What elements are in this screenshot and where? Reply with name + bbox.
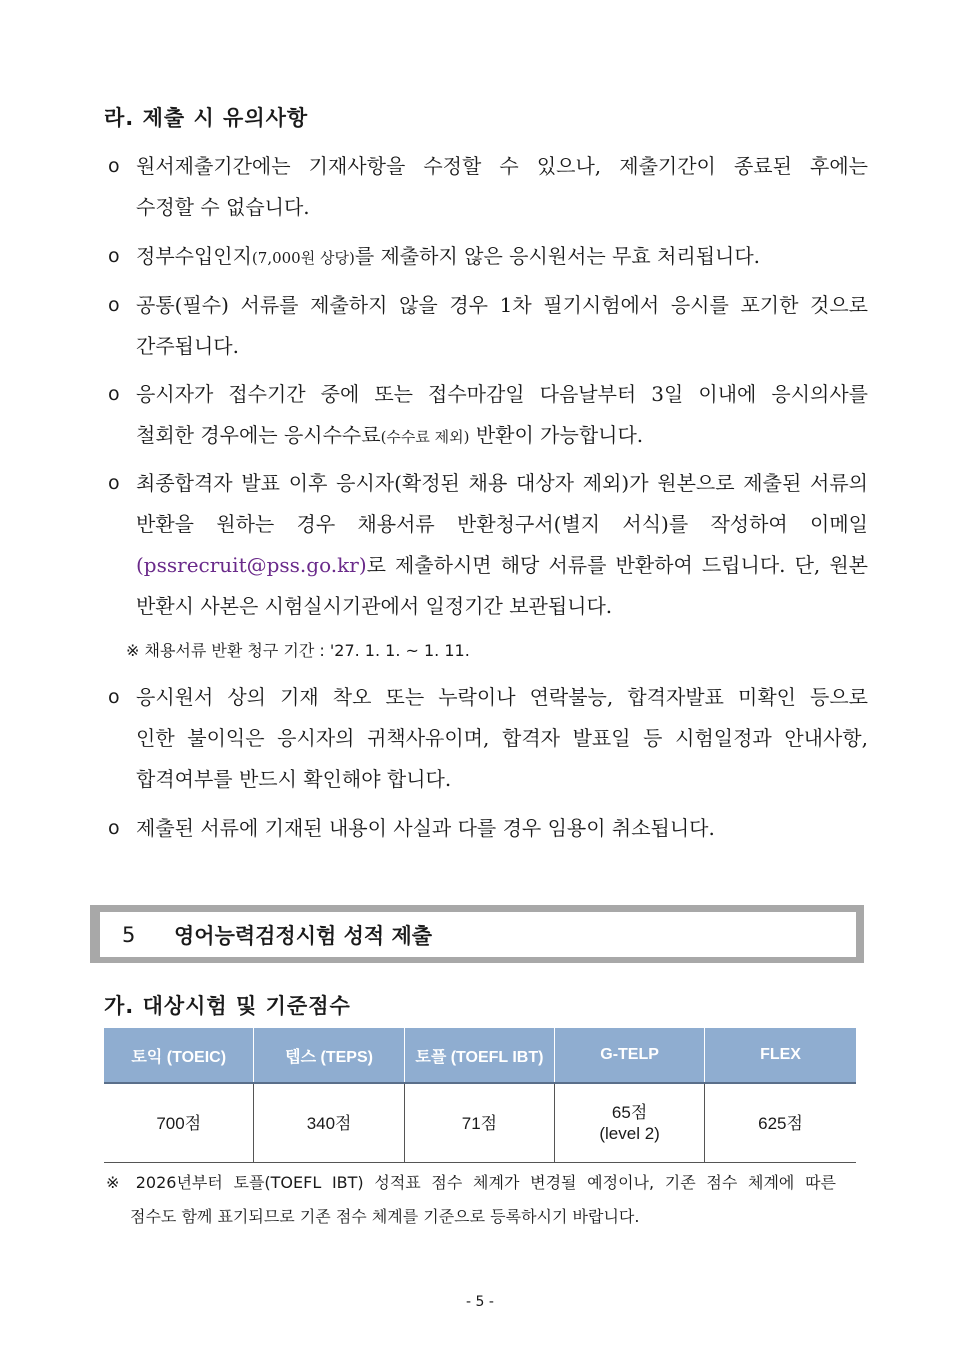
- list-item: [108, 236, 868, 279]
- table-cell: 71점: [404, 1083, 554, 1163]
- item-text: 합격여부를 반드시 확인해야 합니다.: [136, 767, 452, 791]
- table-header-cell: 토플 (TOEFL IBT): [404, 1028, 554, 1083]
- gtelp-score: 65점: [611, 1103, 648, 1122]
- list-item: [108, 374, 868, 458]
- item-text-part: 를 제출하지 않은 응시원서는 무효 처리됩니다.: [354, 244, 761, 268]
- item-text: 간주됩니다.: [136, 334, 239, 358]
- list-item: [108, 146, 868, 228]
- table-cell: 625점: [705, 1083, 856, 1163]
- table-header-cell: G-TELP: [555, 1028, 705, 1083]
- table-cell: 700점: [104, 1083, 254, 1163]
- heading-submission-notes: 라. 제출 시 유의사항: [104, 106, 309, 130]
- table-cell: [555, 1083, 705, 1163]
- section-header-bar: [90, 905, 864, 963]
- item-text: 제출된 서류에 기재된 내용이 사실과 다를 경우 임용이 취소됩니다.: [136, 816, 715, 840]
- table-header-row: [104, 1028, 856, 1083]
- item-text: [108, 415, 868, 458]
- table-cell: 340점: [254, 1083, 404, 1163]
- email-link[interactable]: (pssrecruit@pss.go.kr): [136, 553, 367, 577]
- table-header-cell: FLEX: [705, 1028, 856, 1083]
- item-text: 응시원서 상의 기재 착오 또는 누락이나 연락불능, 합격자발표 미확인 등으로: [136, 685, 868, 709]
- table-header-cell: 텝스 (TEPS): [254, 1028, 404, 1083]
- list-item: [108, 808, 868, 849]
- table-row: [104, 1083, 856, 1163]
- list-item: [108, 677, 868, 800]
- page-number: - 5 -: [466, 1294, 494, 1310]
- section-header: [100, 912, 856, 957]
- list-item: [108, 285, 868, 367]
- list-item: [108, 463, 868, 627]
- item-text-part: 정부수입인지: [136, 244, 252, 268]
- bullet: o: [108, 155, 120, 177]
- score-table: [104, 1028, 856, 1163]
- return-period-note: ※ 채용서류 반환 청구 기간 : '27. 1. 1. ~ 1. 11.: [126, 641, 470, 660]
- item-text: 반환을 원하는 경우 채용서류 반환청구서(별지 서식)를 작성하여 이메일: [136, 512, 868, 536]
- item-text: 수정할 수 없습니다.: [136, 195, 310, 219]
- item-text: 공통(필수) 서류를 제출하지 않을 경우 1차 필기시험에서 응시를 포기한 것으로: [136, 293, 868, 317]
- bullet: o: [108, 472, 120, 494]
- bullet: o: [108, 294, 120, 316]
- section-number: 5: [122, 922, 136, 947]
- item-text-small: (수수료 제외): [380, 428, 470, 446]
- item-text: 응시자가 접수기간 중에 또는 접수마감일 다음날부터 3일 이내에 응시의사를: [136, 382, 868, 406]
- section-title: 영어능력검정시험 성적 제출: [174, 923, 433, 948]
- heading-target-tests: 가. 대상시험 및 기준점수: [104, 994, 351, 1018]
- bullet: o: [108, 245, 120, 267]
- item-text-part: 반환이 가능합니다.: [469, 423, 644, 447]
- item-text: 반환시 사본은 시험실시기관에서 일정기간 보관됩니다.: [136, 594, 613, 618]
- bullet: o: [108, 686, 120, 708]
- item-text-part: 로 제출하시면 해당 서류를 반환하여 드립니다. 단, 원본: [366, 553, 868, 577]
- item-text: [108, 545, 868, 586]
- table-header-cell: 토익 (TOEIC): [104, 1028, 254, 1083]
- gtelp-level: (level 2): [599, 1124, 660, 1143]
- item-text: 인한 불이익은 응시자의 귀책사유이며, 합격자 발표일 등 시험일정과 안내사항,: [136, 726, 868, 750]
- bullet: o: [108, 817, 120, 839]
- toefl-change-note: [106, 1166, 836, 1234]
- note-line: ※ 2026년부터 토플(TOEFL IBT) 성적표 점수 체계가 변경될 예정이나, 기존 점수 체계에 따른: [106, 1173, 836, 1192]
- bullet: o: [108, 383, 120, 405]
- item-text: 최종합격자 발표 이후 응시자(확정된 채용 대상자 제외)가 원본으로 제출된 서류의: [136, 471, 868, 495]
- item-text: [108, 236, 868, 279]
- item-text: 원서제출기간에는 기재사항을 수정할 수 있으나, 제출기간이 종료된 후에는: [136, 154, 868, 178]
- note-line: 점수도 함께 표기되므로 기존 점수 체계를 기준으로 등록하시기 바랍니다.: [130, 1207, 640, 1226]
- item-text-part: 철회한 경우에는 응시수수료: [136, 423, 381, 447]
- item-text-small: (7,000원 상당): [251, 249, 355, 267]
